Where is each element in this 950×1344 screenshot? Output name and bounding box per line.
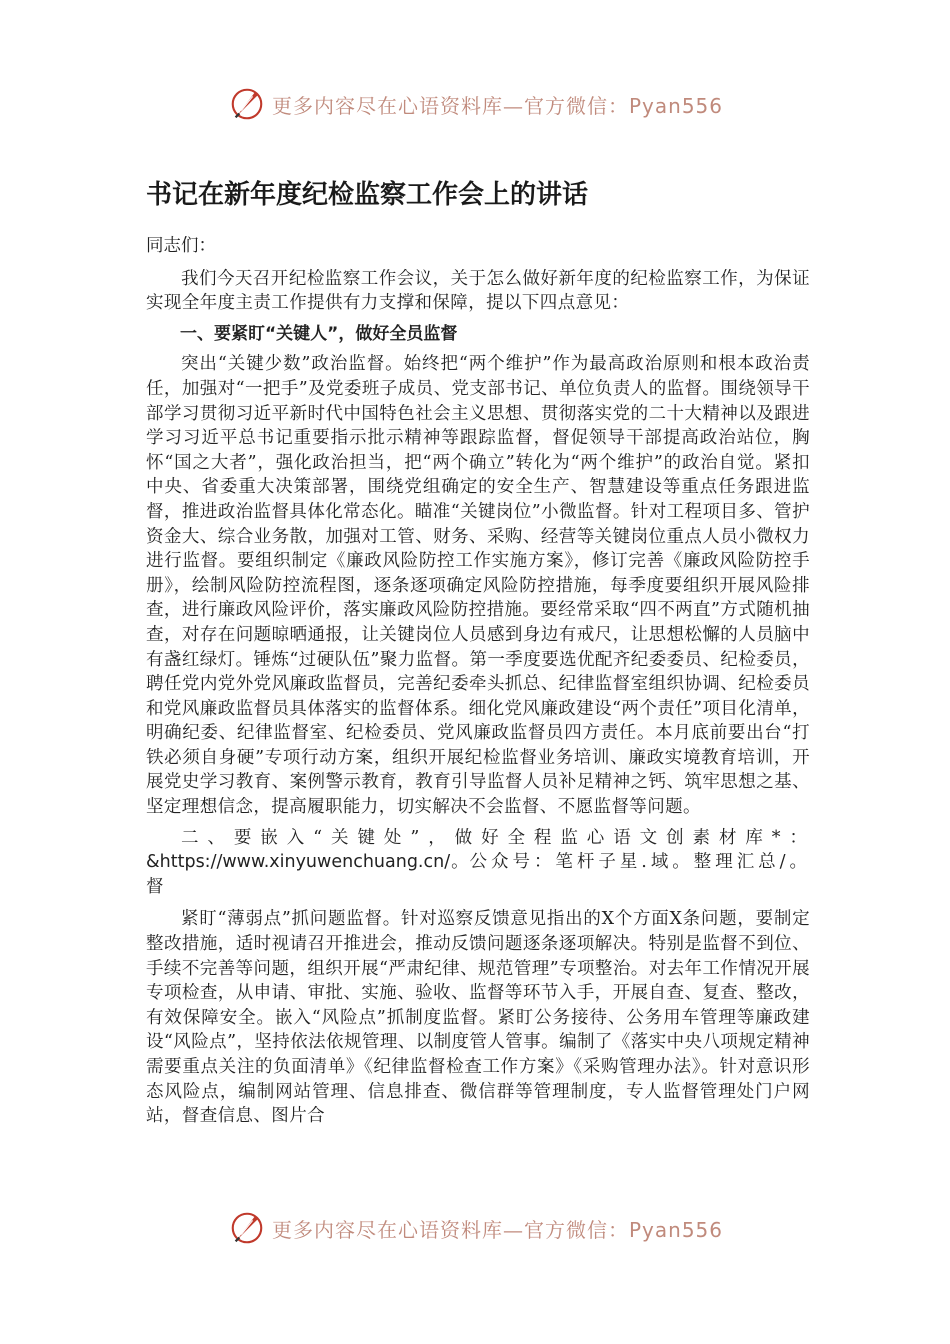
salutation: 同志们： [146,236,216,256]
document-title: 书记在新年度纪检监察工作会上的讲话 [146,180,589,210]
intro-paragraph: 我们今天召开纪检监察工作会议，关于怎么做好新年度的纪检监察工作，为保证实现全年度主责工作提供有力支撑和保障，提以下四点意见： [146,268,810,314]
wechat-id: Pyan556 [629,1217,724,1242]
document-body [146,234,810,1135]
wechat-id: Pyan556 [629,93,724,118]
quill-logo-icon [228,85,266,123]
header-banner [228,84,723,124]
quill-logo-icon [228,1209,266,1247]
section-heading-2: 二、要嵌入“关键处”，做好全程监心语文创素材库*：&https://www.xinyuwenchuang.cn/。公众号：笔杆子星.域。整理汇总/。督 [146,827,810,897]
watermark-url: &https://www.xinyuwenchuang.cn/。 [146,852,470,873]
banner-text: 更多内容尽在心语资料库—官方微信：Pyan556 [272,1217,724,1242]
banner-text: 更多内容尽在心语资料库—官方微信：Pyan556 [272,93,724,118]
section-body-1: 突出“关键少数”政治监督。始终把“两个维护”作为最高政治原则和根本政治责任，加强对“一把手”及党委班子成员、党支部书记、单位负责人的监督。围绕领导干部学习贯彻习近平新时代中国特色社会主义思想、贯彻落实党的二十大精神以及跟进学习习近平总书记重要指示批示精神等跟踪监督，督促领导干部提高政治站位，胸怀“国之大者”，强化政治担当，把“两个确立”转化为“两个维护”的政治自觉。紧扣中央、省委重大决策部署，围绕党组确定的安全生产、智慧建设等重点任务跟进监督，推进政治监督具体化常态化。瞄准“关键岗位”小微监督。针对工程项目多、管护资金大、综合业务散，加强对工管、财务、采购、经营等关键岗位重点人员小微权力进行监督。要组织制定《廉政风险防控工作实施方案》，修订完善《廉政风险防控手册》，绘制风险防控流程图，逐条逐项确定风险防控措施，每季度要组织开展风险排查，进行廉政风险评价，落实廉政风险防控措施。要经常采取“四不两直”方式随机抽查，对存在问题晾晒通报，让关键岗位人员感到身边有戒尺，让思想松懈的人员脑中有盏红绿灯。锤炼“过硬队伍”聚力监督。第一季度要选优配齐纪委委员、纪检委员，聘任党内党外党风廉政监督员，完善纪委牵头抓总、纪律监督室组织协调、纪检委员和党风廉政监督员具体落实的监督体系。细化党风廉政建设“两个责任”项目化清单，明确纪委、纪律监督室、纪检委员、党风廉政监督员四方责任。本月底前要出台“打铁必须自身硬”专项行动方案，组织开展纪检监督业务培训、廉政实境教育培训，开展党史学习教育、案例警示教育，教育引导监督人员补足精神之钙、筑牢思想之基、坚定理想信念，提高履职能力，切实解决不会监督、不愿监督等问题。 [146,354,810,818]
section-body-2: 紧盯“薄弱点”抓问题监督。针对巡察反馈意见指出的X个方面X条问题，要制定整改措施，适时视请召开推进会，推动反馈问题逐条逐项解决。特别是监督不到位、手续不完善等问题，组织开展“严肃纪律、规范管理”专项整治。对去年工作情况开展专项检查，从申请、审批、实施、验收、监督等环节入手，开展自查、复查、整改，有效保障安全。嵌入“风险点”抓制度监督。紧盯公务接待、公务用车管理等廉政建设“风险点”，坚持依法依规管理、以制度管人管事。编制了《落实中央八项规定精神需要重点关注的负面清单》《纪律监督检查工作方案》《采购管理办法》。针对意识形态风险点，编制网站管理、信息排查、微信群等管理制度，专人监督管理处门户网站，督查信息、图片合 [146,909,810,1127]
footer-banner [228,1208,723,1248]
section-heading-1: 一、要紧盯“关键人”，做好全员监督 [180,323,458,344]
